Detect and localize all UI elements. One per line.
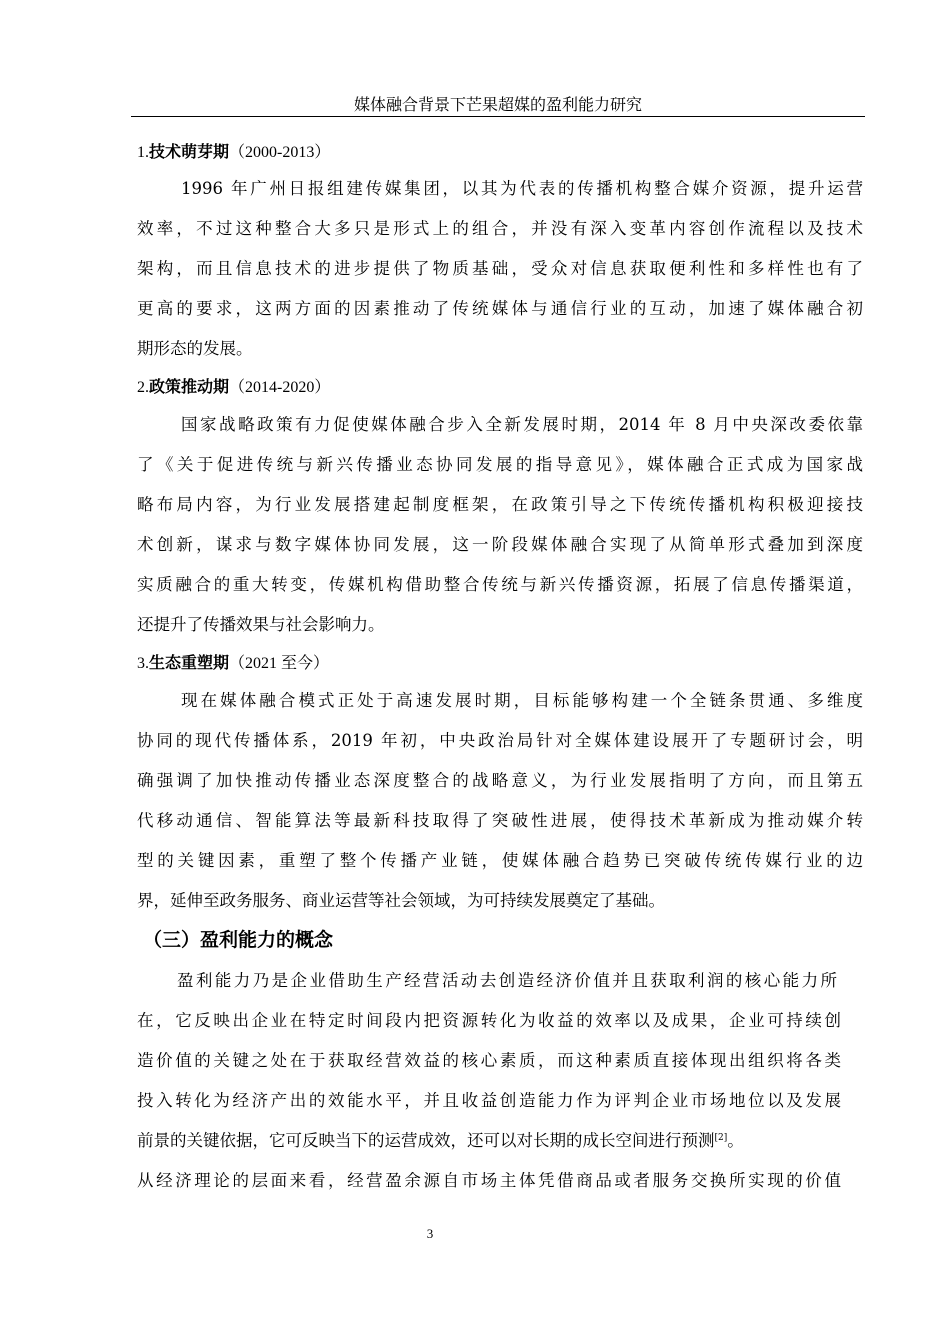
period-heading <box>137 141 330 164</box>
paragraph-line: 在，它反映出企业在特定时间段内把资源转化为收益的效率以及成果，企业可持续创 <box>137 1011 841 1030</box>
period-title: 政策推动期 <box>149 377 230 396</box>
paragraph-line <box>137 1130 744 1152</box>
period-range: （2014-2020） <box>229 379 331 396</box>
period-number: 1. <box>137 144 149 161</box>
period-title: 生态重塑期 <box>149 653 230 672</box>
paragraph-line: 代移动通信、智能算法等最新科技取得了突破性进展，使得技术革新成为推动媒介转 <box>137 811 863 830</box>
citation-marker: [2] <box>714 1133 728 1143</box>
paragraph-line: 1996 年广州日报组建传媒集团，以其为代表的传播机构整合媒介资源，提升运营 <box>181 179 863 198</box>
period-heading <box>137 652 329 675</box>
paragraph-line: 造价值的关键之处在于获取经营效益的核心素质，而这种素质直接体现出组织将各类 <box>137 1051 841 1070</box>
paragraph-line: 了《关于促进传统与新兴传播业态协同发展的指导意见》，媒体融合正式成为国家战 <box>137 455 863 474</box>
line-end: 。 <box>727 1131 744 1150</box>
paragraph-line: 国家战略政策有力促使媒体融合步入全新发展时期，2014 年 8 月中央深改委依靠 <box>181 415 863 434</box>
paragraph-line: 投入转化为经济产出的效能水平，并且收益创造能力作为评判企业市场地位以及发展 <box>137 1091 841 1110</box>
period-heading <box>137 376 330 399</box>
paragraph-line: 架构，而且信息技术的进步提供了物质基础，受众对信息获取便利性和多样性也有了 <box>137 259 863 278</box>
paragraph-line: 效率，不过这种整合大多只是形式上的组合，并没有深入变革内容创作流程以及技术 <box>137 219 863 238</box>
paragraph-line: 术创新，谋求与数字媒体协同发展，这一阶段媒体融合实现了从简单形式叠加到深度 <box>137 535 863 554</box>
line-text: 前景的关键依据，它可反映当下的运营成效，还可以对长期的成长空间进行预测 <box>137 1131 715 1150</box>
page-number: 3 <box>426 1226 434 1241</box>
paragraph-line: 型的关键因素，重塑了整个传播产业链，使媒体融合趋势已突破传统传媒行业的边 <box>137 851 863 870</box>
section-heading: （三）盈利能力的概念 <box>143 929 334 951</box>
paragraph-line: 实质融合的重大转变，传媒机构借助整合传统与新兴传播资源，拓展了信息传播渠道， <box>137 575 863 594</box>
paragraph-line: 更高的要求，这两方面的因素推动了传统媒体与通信行业的互动，加速了媒体融合初 <box>137 299 863 318</box>
period-number: 2. <box>137 379 149 396</box>
paragraph-line: 协同的现代传播体系，2019 年初，中央政治局针对全媒体建设展开了专题研讨会，明 <box>137 731 863 750</box>
paragraph-line: 确强调了加快推动传播业态深度整合的战略意义，为行业发展指明了方向，而且第五 <box>137 771 863 790</box>
paragraph-line: 还提升了传播效果与社会影响力。 <box>137 615 385 634</box>
period-range: （2021 至今） <box>229 655 330 672</box>
period-range: （2000-2013） <box>229 144 331 161</box>
paragraph-line: 界，延伸至政务服务、商业运营等社会领域，为可持续发展奠定了基础。 <box>137 891 665 910</box>
period-title: 技术萌芽期 <box>149 142 230 161</box>
paragraph-line: 从经济理论的层面来看，经营盈余源自市场主体凭借商品或者服务交换所实现的价值 <box>137 1171 841 1190</box>
paragraph-line: 盈利能力乃是企业借助生产经营活动去创造经济价值并且获取利润的核心能力所 <box>177 971 837 990</box>
period-number: 3. <box>137 655 149 672</box>
running-header: 媒体融合背景下芒果超媒的盈利能力研究 <box>131 94 865 117</box>
paragraph-line: 期形态的发展。 <box>137 339 253 358</box>
paragraph-line: 略布局内容，为行业发展搭建起制度框架，在政策引导之下传统传播机构积极迎接技 <box>137 495 863 514</box>
paragraph-line: 现在媒体融合模式正处于高速发展时期，目标能够构建一个全链条贯通、多维度 <box>181 691 863 710</box>
